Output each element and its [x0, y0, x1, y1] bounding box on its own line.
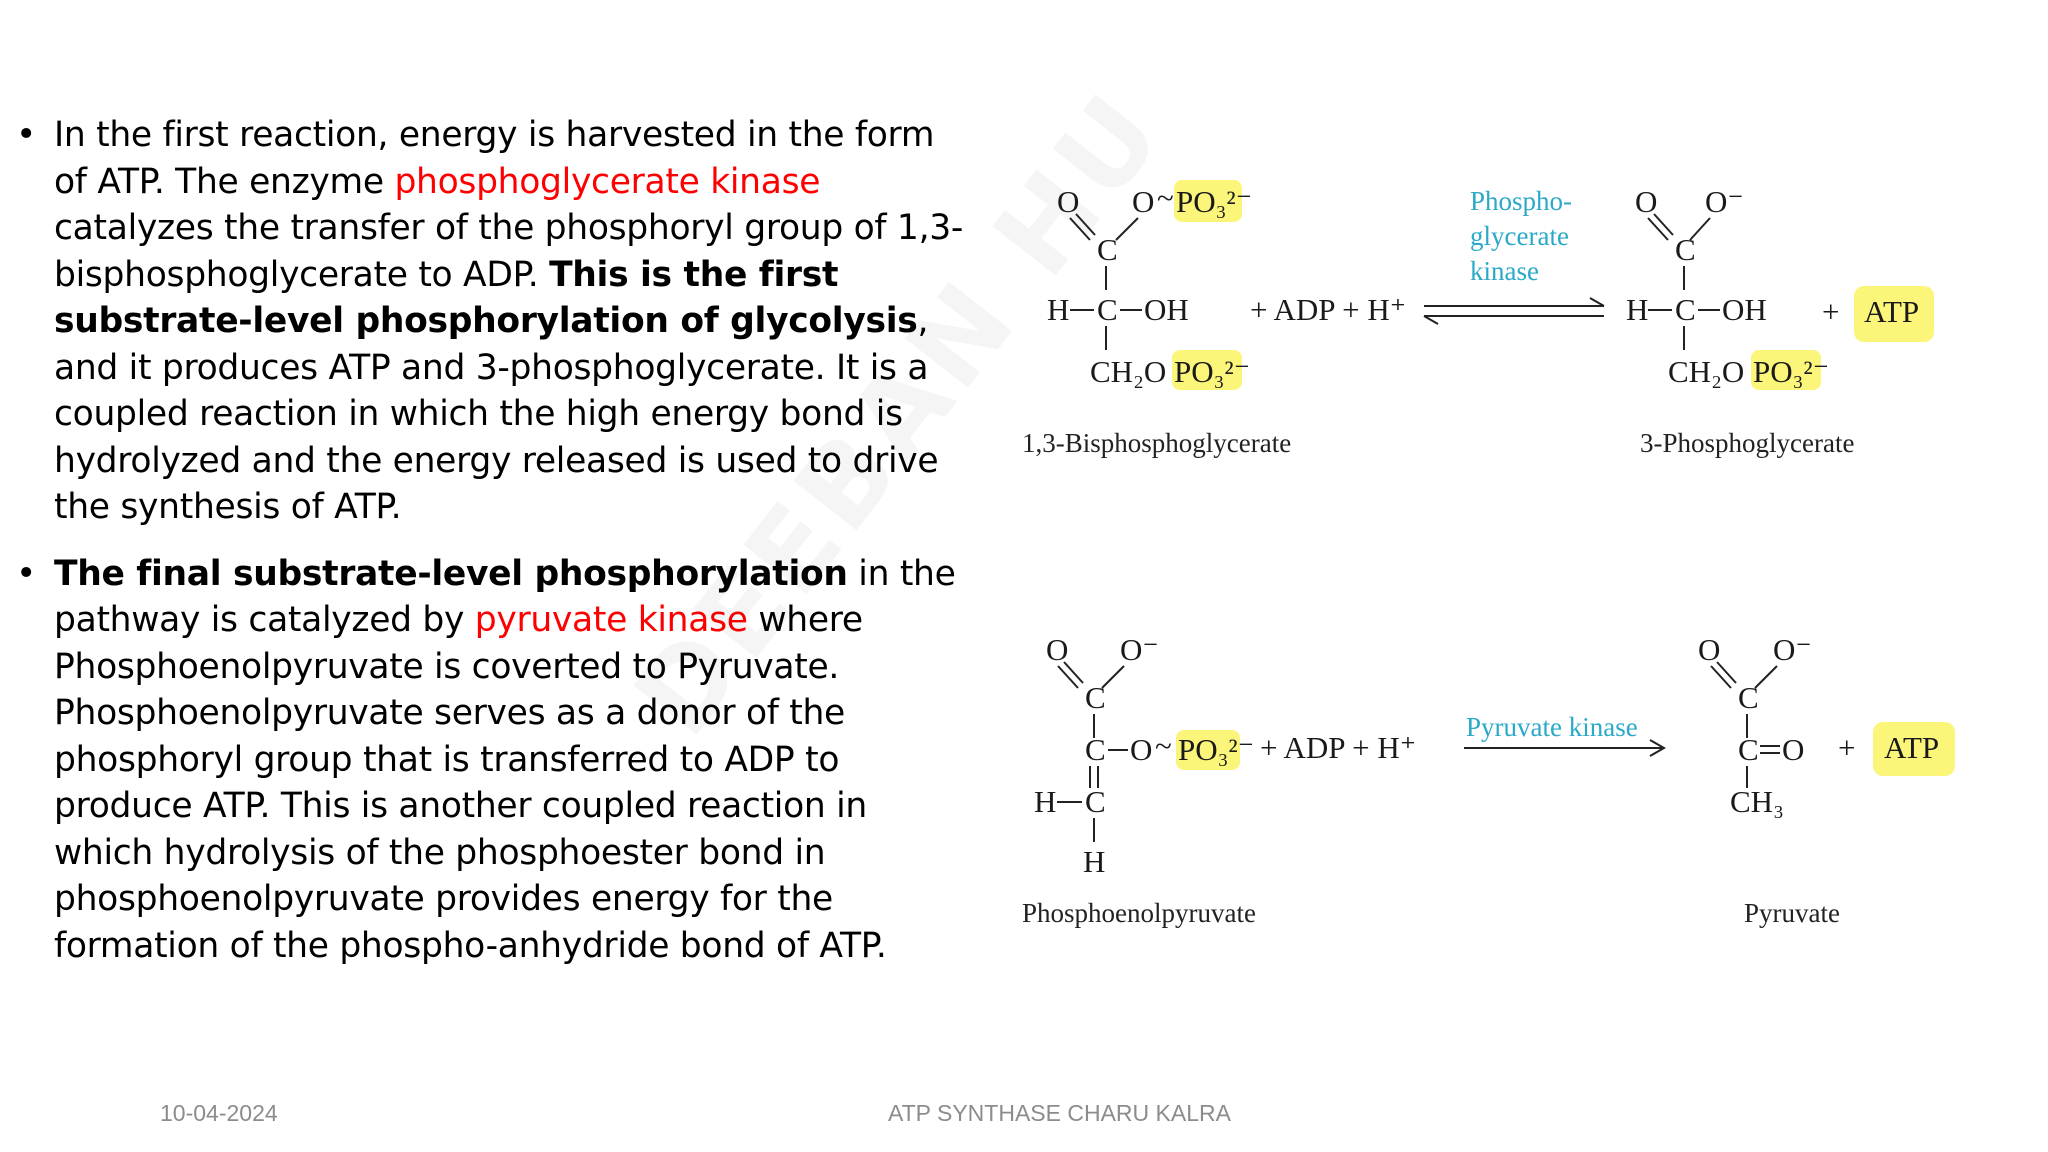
plus-sign: + — [1838, 730, 1856, 765]
ch3: CH₃ — [1730, 784, 1784, 819]
phosphate-group: PO₃²⁻ — [1174, 354, 1251, 389]
footer-title: ATP SYNTHASE CHARU KALRA — [888, 1100, 1231, 1126]
atom-o: O — [1132, 184, 1155, 219]
product-3-phosphoglycerate — [1626, 184, 1854, 458]
enzyme-name-pyruvate-kinase: pyruvate kinase — [474, 600, 748, 640]
bullet-dot: • — [16, 553, 37, 594]
atom-c: C — [1085, 680, 1106, 715]
reaction-1-arrow — [1424, 186, 1604, 324]
enzyme-label-line3: kinase — [1470, 256, 1539, 286]
label-1-3-bisphosphoglycerate: 1,3-Bisphosphoglycerate — [1022, 428, 1292, 458]
bullet-1-part-3: catalyzes the transfer of the phosphoryl group of 1,3-bisphosphoglycerate to ADP. — [54, 208, 964, 295]
atom-c: C — [1738, 680, 1759, 715]
cosubstrate-adp-1: + ADP + H⁺ — [1250, 292, 1407, 327]
phosphate-group: PO₃²⁻ — [1753, 354, 1830, 389]
reactant-phosphoenolpyruvate — [1022, 632, 1256, 928]
atom-h: H — [1047, 292, 1070, 327]
bullet-2 — [14, 551, 974, 970]
atom-c: C — [1097, 232, 1118, 267]
tilde: ~ — [1157, 180, 1174, 215]
atom-c: C — [1097, 292, 1118, 327]
atom-o-minus: O⁻ — [1705, 184, 1744, 219]
atom-o: O — [1046, 632, 1069, 667]
label-phosphoenolpyruvate: Phosphoenolpyruvate — [1022, 898, 1256, 928]
atom-h: H — [1034, 784, 1057, 819]
phosphate-group: PO₃²⁻ — [1176, 184, 1253, 219]
atom-o: O — [1130, 732, 1153, 767]
footer-date: 10-04-2024 — [160, 1100, 278, 1126]
bullet-1-bold-phrase: This is the first substrate-level phosphorylation of glycolysis — [54, 254, 918, 341]
plus-sign: + — [1822, 294, 1840, 329]
bullet-2-part-4: where Phosphoenolpyruvate is coverted to Pyruvate. Phosphoenolpyruvate serves as a donor of the phosphoryl group that is transferred to ADP to produce ATP. This is another coupled reaction in which hydrolysis of the phosphoester bond in phosphoenolpyruvate provides energy for the formation of the phospho-anhydride bond of ATP. — [54, 600, 887, 966]
product-pyruvate — [1698, 632, 1840, 928]
atom-c: C — [1675, 232, 1696, 267]
bullet-2-bold-phrase: The final substrate-level phosphorylation — [54, 553, 848, 594]
atom-c: C — [1738, 732, 1759, 767]
bullet-2-part-2: in the pathway is catalyzed by — [54, 553, 956, 640]
highlights — [1172, 180, 1955, 776]
atp-product-2: ATP — [1884, 730, 1940, 765]
bullet-1-part-1: In the first reaction, energy is harvested in the form of ATP. The enzyme — [54, 115, 935, 202]
hydroxyl: OH — [1722, 292, 1767, 327]
atom-o-minus: O⁻ — [1773, 632, 1812, 667]
label-pyruvate: Pyruvate — [1744, 898, 1840, 928]
atom-c: C — [1085, 784, 1106, 819]
atom-c: C — [1085, 732, 1106, 767]
cosubstrate-adp-2: + ADP + H⁺ — [1260, 730, 1417, 765]
bullet-dot: • — [16, 115, 37, 155]
atom-c: C — [1675, 292, 1696, 327]
atom-o: O — [1782, 732, 1805, 767]
phosphate-group: PO₃²⁻ — [1178, 732, 1255, 767]
ch2o: CH₂O — [1090, 354, 1167, 389]
atom-o-minus: O⁻ — [1120, 632, 1159, 667]
label-3-phosphoglycerate: 3-Phosphoglycerate — [1640, 428, 1855, 458]
ch2o: CH₂O — [1668, 354, 1745, 389]
reaction-2-arrow — [1464, 712, 1664, 756]
tilde: ~ — [1155, 728, 1172, 763]
enzyme-name-phosphoglycerate-kinase: phosphoglycerate kinase — [394, 161, 821, 202]
enzyme-label-line1: Phospho- — [1470, 186, 1573, 216]
enzyme-label-pyruvate-kinase: Pyruvate kinase — [1466, 712, 1638, 742]
atom-o: O — [1635, 184, 1658, 219]
atom-o: O — [1057, 184, 1080, 219]
hydroxyl: OH — [1144, 292, 1189, 327]
bullet-1-part-5: , and it produces ATP and 3-phosphoglycerate. It is a coupled reaction in which the high energy bond is hydrolyzed and the energy released is used to drive the synthesis of ATP. — [54, 301, 939, 527]
reaction-diagram — [1000, 160, 2000, 960]
enzyme-label-line2: glycerate — [1470, 221, 1569, 251]
atom-h: H — [1083, 844, 1106, 879]
atom-h: H — [1626, 292, 1649, 327]
atp-product-1: ATP — [1864, 294, 1920, 329]
atom-o: O — [1698, 632, 1721, 667]
